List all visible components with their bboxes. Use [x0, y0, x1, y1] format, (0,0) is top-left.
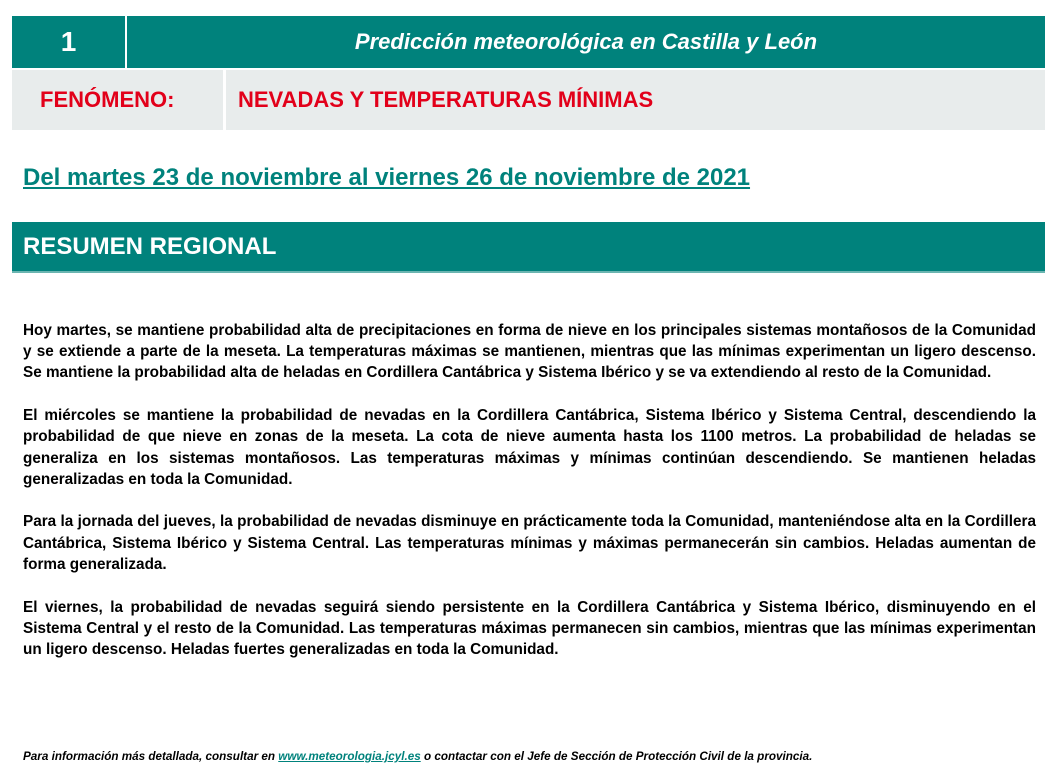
- paragraph-tuesday: Hoy martes, se mantiene probabilidad alta de precipitaciones en forma de nieve en los principales sistemas montañosos de la Comunidad y se extiende a parte de la meseta. La temperaturas máximas se mantienen, mientras que las mínimas experimentan un ligero descenso. Se mantiene la probabilidad alta de heladas en Cordillera Cantábrica y Sistema Ibérico y se va extendiendo al resto de la Comunidad.: [23, 322, 1036, 382]
- meteorologia-link[interactable]: www.meteorologia.jcyl.es: [278, 750, 421, 763]
- section-title: RESUMEN REGIONAL: [12, 222, 1045, 273]
- header-bar: [12, 16, 1045, 70]
- phenomenon-row: [12, 70, 1045, 130]
- period-link[interactable]: Del martes 23 de noviembre al viernes 26 de noviembre de 2021: [23, 164, 751, 191]
- phenomenon-value: NEVADAS Y TEMPERATURAS MÍNIMAS: [226, 70, 1045, 130]
- footer-prefix: Para información más detallada, consultar en: [23, 750, 279, 763]
- paragraph-wednesday: El miércoles se mantiene la probabilidad de nevadas en la Cordillera Cantábrica, Sistema Ibérico y Sistema Central, descendiendo la probabilidad de que nieve en zonas de la meseta. La cota de nieve aumenta hasta los 1100 metros. La probabilidad de heladas se generaliza en los sistemas montañosos. Las temperaturas máximas y mínimas continúan descendiendo. Se mantienen heladas generalizadas en toda la Comunidad.: [23, 407, 1036, 488]
- phenomenon-label: FENÓMENO:: [12, 70, 226, 130]
- bulletin-title: Predicción meteorológica en Castilla y León: [127, 16, 1045, 68]
- paragraph-thursday: Para la jornada del jueves, la probabilidad de nevadas disminuye en prácticamente toda la Comunidad, manteniéndose alta en la Cordillera Cantábrica, Sistema Ibérico y Sistema Central. Las temperaturas mínimas y máximas permanecerán sin cambios. Heladas aumentan de forma generalizada.: [23, 513, 1036, 573]
- paragraph-friday: El viernes, la probabilidad de nevadas seguirá siendo persistente en la Cordillera Cantábrica y Sistema Ibérico, disminuyendo en el Sistema Central y el resto de la Comunidad. Las temperaturas máximas permanecen sin cambios, mientras que las mínimas experimentan un ligero descenso. Heladas fuertes generalizadas en toda la Comunidad.: [23, 598, 1036, 658]
- bulletin-number: 1: [12, 16, 127, 68]
- footer-suffix: o contactar con el Jefe de Sección de Protección Civil de la provincia.: [420, 750, 813, 763]
- footer-note: [23, 750, 1043, 763]
- forecast-body: [23, 320, 1036, 682]
